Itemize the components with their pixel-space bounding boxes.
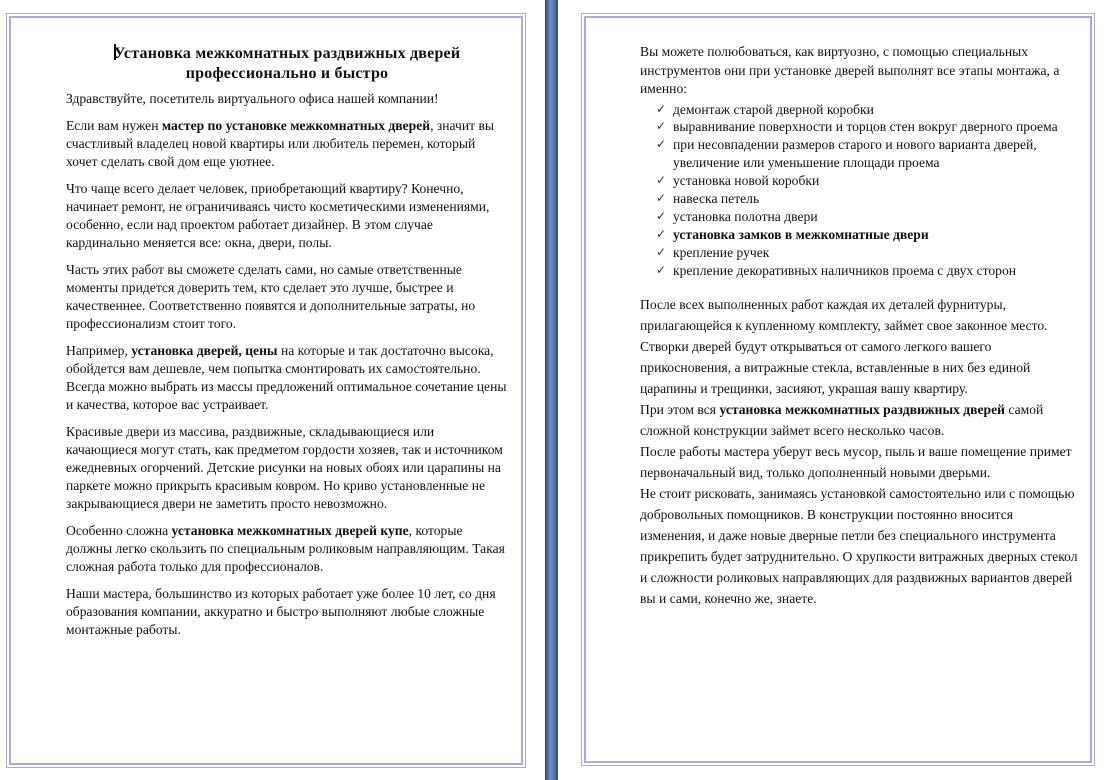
text-run: Наши мастера, большинство из которых работает уже более 10 лет, со дня образования компании, аккуратно и быстро выполняют любые сложные монтажные работы. xyxy=(66,586,496,637)
text-run: на которые и так достаточно высока, обойдется вам дешевле, чем попытка смонтировать их самостоятельно. Всегда можно выбрать из массы предложений оптимальное сочетание цены и качества, которое вас устраивает. xyxy=(66,343,507,412)
checkmark-icon: ✓ xyxy=(656,119,667,134)
list-item-text: демонтаж старой дверной коробки xyxy=(673,101,874,117)
text-run: Особенно сложна xyxy=(66,523,172,538)
steps-list xyxy=(640,101,1080,280)
text-run: Не стоит рисковать, занимаясь установкой самостоятельно или с помощью добровольных помощников. В конструкции постоянно вносится изменения, и даже новые дверные петли без специального инструмента прикрепить будет затруднительно. О хрупкости витражных дверных стекол и сложности роликовых направляющих для раздвижных вариантов дверей вы и сами, конечно же, знаете. xyxy=(640,485,1078,606)
text-run: После работы мастера уберут весь мусор, пыль и ваше помещение примет первоначальный вид, только дополненный новыми дверьми. xyxy=(640,443,1072,480)
left-page[interactable] xyxy=(66,44,508,648)
bold-text: установка межкомнатных раздвижных дверей xyxy=(719,401,1005,417)
list-item-text: выравнивание поверхности и торцов стен вокруг дверного проема xyxy=(673,119,1058,135)
checkmark-icon: ✓ xyxy=(656,208,667,223)
text-run: самой сложной конструкции займет всего несколько часов. xyxy=(640,401,1044,438)
paragraph xyxy=(66,261,508,333)
paragraph xyxy=(66,117,508,171)
text-run: При этом вся xyxy=(640,401,720,417)
list-item-text: при несовпадении размеров старого и нового варианта дверей, увеличение или уменьшение площади проема xyxy=(673,137,1037,171)
list-item-text: установка новой коробки xyxy=(673,173,820,189)
checkmark-icon: ✓ xyxy=(656,173,667,188)
bold-text: установка межкомнатных дверей купе xyxy=(171,523,409,538)
list-item xyxy=(656,262,1080,280)
list-item xyxy=(656,172,1080,190)
text-run: Что чаще всего делает человек, приобретающий квартиру? Конечно, начинает ремонт, не ограничиваясь чисто косметическими изменениями, особенно, если над проектом работает дизайнер. В этом случае кардинально меняется все: окна, двери, полы. xyxy=(66,181,490,250)
paragraph xyxy=(66,423,508,513)
page-divider xyxy=(545,0,558,780)
document-title: Установка межкомнатных раздвижных дверей профессионально и быстро xyxy=(113,45,461,82)
paragraph xyxy=(640,483,1080,609)
text-run: , которые должны легко скользить по специальным роликовым направляющим. Такая сложная работа только для профессионалов. xyxy=(66,523,505,574)
text-run: После всех выполненных работ каждая их деталей фурнитуры, прилагающейся к купленному комплекту, займет свое законное место. Створки дверей будут открываться от самого легкого вашего прикосновения, а витражные стекла, вставленные в них без единой царапины и трещинки, засияют, украшая вашу квартиру. xyxy=(640,296,1048,396)
bold-text: установка дверей, цены xyxy=(131,343,278,358)
text-run: Красивые двери из массива, раздвижные, складывающиеся или качающиеся могут стать, как предметом гордости хозяев, так и источником ежедневных огорчений. Детские рисунки на новых обоях или царапины на паркете можно прикрыть красивым ковром. Но криво установленные не закрывающиеся двери не заметить просто невозможно. xyxy=(66,424,503,511)
list-item xyxy=(656,136,1080,172)
list-item xyxy=(656,118,1080,136)
list-item-text: крепление ручек xyxy=(673,244,770,260)
right-page[interactable] xyxy=(640,43,1080,609)
paragraph xyxy=(66,180,508,252)
paragraph xyxy=(640,294,1080,399)
paragraph xyxy=(640,399,1080,441)
text-run: Часть этих работ вы сможете сделать сами, но самые ответственные моменты придется доверить тем, кто сделает это лучше, быстрее и качественнее. Соответственно появятся и дополнительные затраты, но профессионализм стоит того. xyxy=(66,262,476,331)
checkmark-icon: ✓ xyxy=(656,101,667,116)
list-item xyxy=(656,226,1080,244)
list-item xyxy=(656,190,1080,208)
list-item-text: установка замков в межкомнатные двери xyxy=(673,226,929,242)
paragraph xyxy=(640,441,1080,483)
bold-text: мастер по установке межкомнатных дверей xyxy=(161,118,431,133)
text-run: Здравствуйте, посетитель виртуального офиса нашей компании! xyxy=(66,91,439,106)
list-item-text: крепление декоративных наличников проема с двух сторон xyxy=(673,262,1017,278)
list-item xyxy=(656,244,1080,262)
intro-paragraph: Вы можете полюбоваться, как виртуозно, с помощью специальных инструментов они при установке дверей выполнят все этапы монтажа, а именно: xyxy=(640,44,1060,96)
checkmark-icon: ✓ xyxy=(656,137,667,152)
paragraph xyxy=(66,342,508,414)
list-item-text: навеска петель xyxy=(673,191,760,207)
checkmark-icon: ✓ xyxy=(656,191,667,206)
list-item xyxy=(656,208,1080,226)
checkmark-icon: ✓ xyxy=(656,262,667,277)
paragraph xyxy=(66,522,508,576)
text-run: Например, xyxy=(66,343,132,358)
checkmark-icon: ✓ xyxy=(656,226,667,241)
checkmark-icon: ✓ xyxy=(656,244,667,259)
list-item-text: установка полотна двери xyxy=(673,208,818,224)
paragraph xyxy=(66,90,508,108)
text-run: Если вам нужен xyxy=(66,118,162,133)
text-run: , значит вы счастливый владелец новой квартиры или любитель перемен, который хочет сделать свой дом еще уютнее. xyxy=(66,118,495,169)
list-item xyxy=(656,101,1080,119)
paragraph xyxy=(66,585,508,639)
